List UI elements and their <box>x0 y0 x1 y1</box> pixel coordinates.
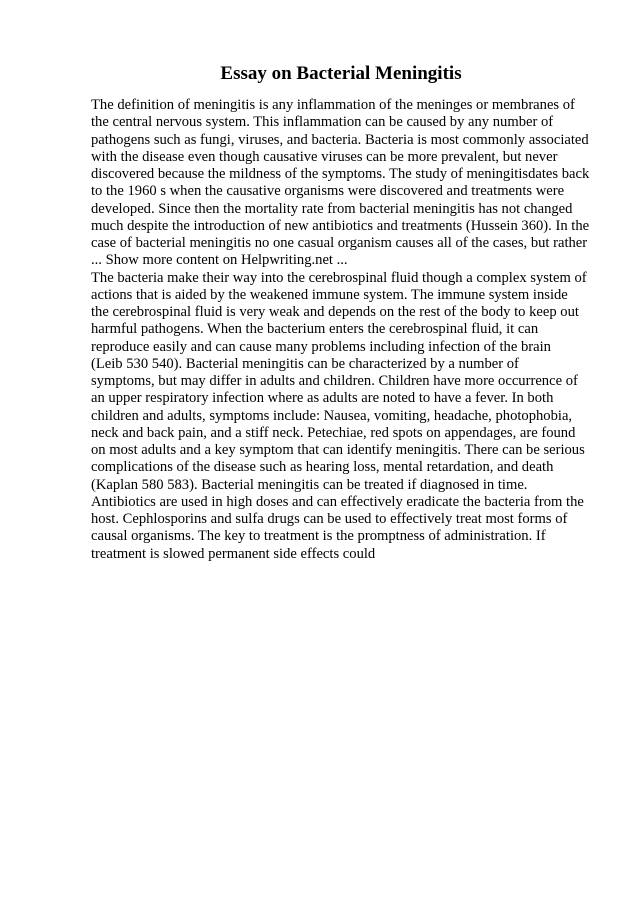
body-line: harmful pathogens. When the bacterium enters the cerebrospinal fluid, it can <box>91 321 539 338</box>
body-line: Antibiotics are used in high doses and can effectively eradicate the bacteria from the <box>91 493 584 510</box>
body-line: an upper respiratory infection where as adults are noted to have a fever. In both <box>91 390 554 407</box>
body-line: reproduce easily and can cause many problems including infection of the brain <box>91 338 551 355</box>
body-line: with the disease even though causative viruses can be more prevalent, but never <box>91 148 558 165</box>
document-title: Essay on Bacterial Meningitis <box>220 63 462 84</box>
body-line: causal organisms. The key to treatment is the promptness of administration. If <box>91 528 546 545</box>
body-line: host. Cephlosporins and sulfa drugs can be used to effectively treat most forms of <box>91 511 568 527</box>
body-line: neck and back pain, and a stiff neck. Petechiae, red spots on appendages, are found <box>91 424 576 441</box>
body-line: actions that is aided by the weakened immune system. The immune system inside <box>91 286 568 303</box>
body-line: to the 1960 s when the causative organisms were discovered and treatments were <box>91 183 565 200</box>
body-line: pathogens such as fungi, viruses, and bacteria. Bacteria is most commonly associated <box>91 131 589 148</box>
body-line: treatment is slowed permanent side effects could <box>91 545 376 562</box>
body-line: complications of the disease such as hearing loss, mental retardation, and death <box>91 459 554 476</box>
body-line: The bacteria make their way into the cerebrospinal fluid though a complex system of <box>91 269 587 286</box>
body-line: the central nervous system. This inflammation can be caused by any number of <box>91 114 554 131</box>
body-line: children and adults, symptoms include: Nausea, vomiting, headache, photophobia, <box>91 407 573 424</box>
body-line: symptoms, but may differ in adults and children. Children have more occurrence of <box>91 373 578 389</box>
show-more-note: ... Show more content on Helpwriting.net ... <box>91 252 348 269</box>
body-line: (Kaplan 580 583). Bacterial meningitis can be treated if diagnosed in time. <box>91 476 528 493</box>
body-line: (Leib 530 540). Bacterial meningitis can be characterized by a number of <box>91 355 519 372</box>
body-line: discovered because the mildness of the symptoms. The study of meningitisdates back <box>91 166 590 182</box>
body-line: the cerebrospinal fluid is very weak and depends on the rest of the body to keep out <box>91 304 579 320</box>
body-line: The definition of meningitis is any inflammation of the meninges or membranes of <box>91 97 575 113</box>
document-body <box>91 97 591 563</box>
body-line: much despite the introduction of new antibiotics and treatments (Hussein 360). In the <box>91 217 590 234</box>
body-line: case of bacterial meningitis no one casual organism causes all of the cases, but rather <box>91 235 588 251</box>
body-line: on most adults and a key symptom that can identify meningitis. There can be serious <box>91 442 585 458</box>
body-line: developed. Since then the mortality rate from bacterial meningitis has not changed <box>91 200 573 217</box>
